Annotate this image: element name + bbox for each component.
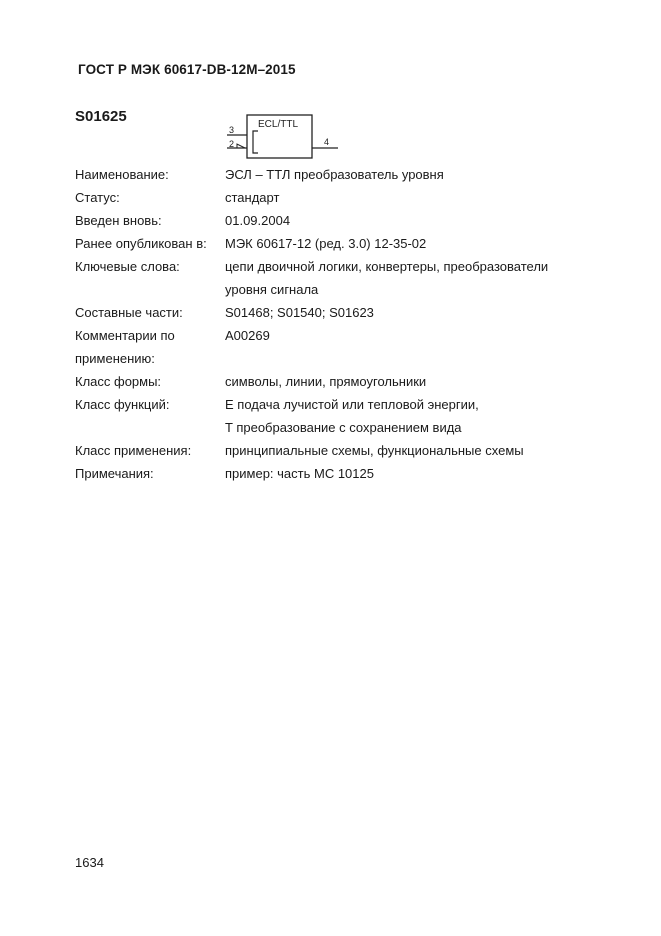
field-value: уровня сигнала — [225, 282, 319, 297]
field-label: Ранее опубликован в: — [75, 236, 207, 251]
field-keywords — [75, 255, 595, 301]
field-label: применению: — [75, 351, 155, 366]
field-notes — [75, 462, 595, 485]
page-number: 1634 — [75, 855, 104, 870]
field-value: A00269 — [225, 328, 270, 343]
pin-label-in-2: 2 — [229, 139, 235, 149]
field-value: принципиальные схемы, функциональные схемы — [225, 443, 524, 458]
field-label: Наименование: — [75, 167, 169, 182]
field-label: Класс формы: — [75, 374, 162, 389]
field-label: Введен вновь: — [75, 213, 162, 228]
field-label: Составные части: — [75, 305, 183, 320]
field-label: Класс функций: — [75, 397, 170, 412]
field-value: пример: часть MC 10125 — [225, 466, 374, 481]
field-function-class — [75, 393, 595, 439]
field-name — [75, 163, 595, 186]
document-header: ГОСТ Р МЭК 60617-DB-12M–2015 — [78, 62, 296, 77]
field-value: стандарт — [225, 190, 280, 205]
field-previously-published — [75, 232, 595, 255]
field-label: Примечания: — [75, 466, 154, 481]
field-value: S01468; S01540; S01623 — [225, 305, 374, 320]
field-application-class — [75, 439, 595, 462]
field-value: ЭСЛ – ТТЛ преобразователь уровня — [225, 167, 444, 182]
field-label: Комментарии по — [75, 328, 175, 343]
field-label: Статус: — [75, 190, 120, 205]
field-value: МЭК 60617-12 (ред. 3.0) 12-35-02 — [225, 236, 427, 251]
field-label: Ключевые слова: — [75, 259, 180, 274]
field-value: символы, линии, прямоугольники — [225, 374, 427, 389]
field-value: цепи двоичной логики, конвертеры, преобразователи — [225, 259, 549, 274]
field-value: 01.09.2004 — [225, 213, 291, 228]
field-application-notes — [75, 324, 595, 370]
ecl-ttl-converter-symbol — [220, 110, 350, 160]
field-components — [75, 301, 595, 324]
symbol-box-label: ECL/TTL — [258, 119, 299, 130]
attribute-table — [75, 163, 595, 485]
field-shape-class — [75, 370, 595, 393]
field-introduced — [75, 209, 595, 232]
field-label: Класс применения: — [75, 443, 192, 458]
pin-label-in-1: 3 — [229, 125, 235, 135]
field-value: E подача лучистой или тепловой энергии, — [225, 397, 479, 412]
field-status — [75, 186, 595, 209]
field-value: T преобразование с сохранением вида — [225, 420, 462, 435]
symbol-code: S01625 — [75, 108, 127, 125]
pin-label-out: 4 — [324, 137, 330, 147]
